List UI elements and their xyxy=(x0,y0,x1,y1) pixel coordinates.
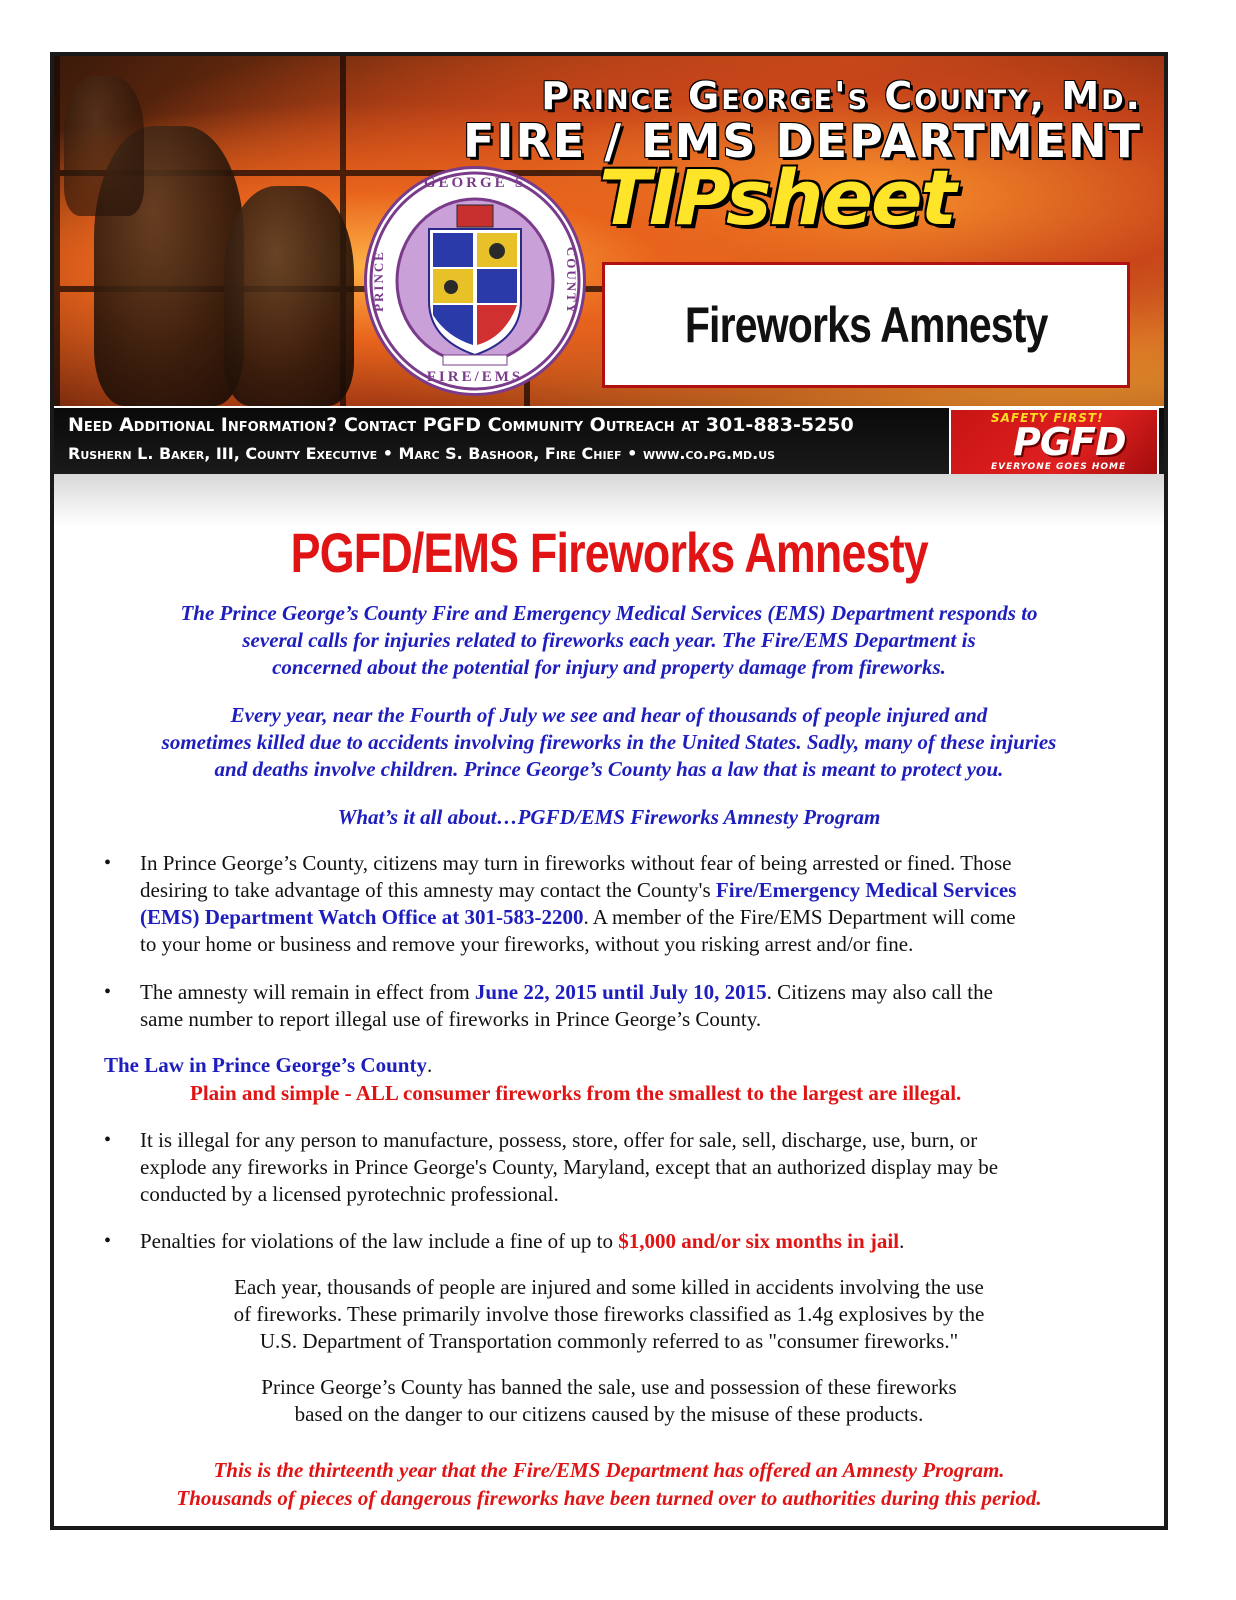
date-highlight: June 22, 2015 until July 10, 2015 xyxy=(474,980,767,1004)
intro-paragraph-1 xyxy=(54,600,1164,681)
header-shadow xyxy=(54,474,1164,526)
bullet3-line: conducted by a licensed pyrotechnic professional. xyxy=(140,1182,559,1206)
law-statement: Plain and simple - ALL consumer fireworks from the smallest to the largest are illegal. xyxy=(190,1081,962,1105)
header-banner xyxy=(54,56,1164,406)
intro2-line: and deaths involve children. Prince George’s County has a law that is meant to protect you. xyxy=(214,757,1004,781)
bullet1-line: In Prince George’s County, citizens may turn in fireworks without fear of being arrested or fined. Those xyxy=(140,851,1012,875)
seal-text-bottom: FIRE/EMS xyxy=(426,369,524,385)
bullet-3 xyxy=(140,1127,1150,1208)
text: . xyxy=(426,1053,433,1077)
bullet3-line: It is illegal for any person to manufacture, possess, store, offer for sale, sell, discharge, use, burn, or xyxy=(140,1128,978,1152)
info-paragraph-1 xyxy=(54,1274,1164,1355)
para1-line: of fireworks. These primarily involve those fireworks classified as 1.4g explosives by the xyxy=(233,1302,985,1326)
intro1-line: The Prince George’s County Fire and Emergency Medical Services (EMS) Department responds to xyxy=(180,601,1038,625)
penalty-highlight: $1,000 and/or six months in jail xyxy=(618,1229,900,1253)
bullet-dot: • xyxy=(104,981,112,1003)
page-title-text: PGFD/EMS Fireworks Amnesty xyxy=(290,521,928,584)
highlight-text: Fire/Emergency Medical Services xyxy=(715,878,1017,902)
bullet1-line: to your home or business and remove your fireworks, without you risking arrest and/or fine. xyxy=(140,932,914,956)
tipsheet-logo: TIPsheet xyxy=(599,153,955,242)
department-title: FIRE / EMS DEPARTMENT xyxy=(462,114,1142,168)
pgfd-logo xyxy=(949,408,1159,478)
intro1-line: several calls for injuries related to fireworks each year. The Fire/EMS Department is xyxy=(242,628,976,652)
firefighter-figure-3 xyxy=(64,76,144,216)
seal-text-left: PRINCE xyxy=(371,250,386,312)
bullet-4 xyxy=(140,1228,1150,1255)
bullet-dot: • xyxy=(104,1230,112,1252)
intro-paragraph-2 xyxy=(54,702,1164,783)
logo-safety-first: SAFETY FIRST! xyxy=(991,411,1104,425)
bullet1-line xyxy=(140,877,1150,904)
bullet2-line: same number to report illegal use of fireworks in Prince George’s County. xyxy=(140,1007,762,1031)
seal-text-top: GEORGE'S xyxy=(423,175,527,191)
document-frame xyxy=(50,52,1168,1530)
para1-line: U.S. Department of Transportation commonly referred to as "consumer fireworks." xyxy=(259,1329,959,1353)
closing-statement xyxy=(54,1456,1164,1512)
program-subheading: What’s it all about…PGFD/EMS Fireworks Amnesty Program xyxy=(337,805,881,829)
info-paragraph-2 xyxy=(54,1374,1164,1428)
officials-line: Rushern L. Baker, III, County Executive • Marc S. Bashoor, Fire Chief • www.co.pg.md.us xyxy=(68,444,776,463)
bullet2-line xyxy=(140,979,1150,1006)
para1-line: Each year, thousands of people are injured and some killed in accidents involving the use xyxy=(234,1275,984,1299)
county-seal xyxy=(364,166,586,396)
text: The amnesty will remain in effect from xyxy=(140,980,475,1004)
para2-line: Prince George’s County has banned the sale, use and possession of these fireworks xyxy=(261,1375,957,1399)
text: . A member of the Fire/EMS Department will come xyxy=(583,905,1016,929)
seal-text-right: COUNTY xyxy=(564,246,579,316)
topic-box xyxy=(602,262,1130,388)
bullet1-line xyxy=(140,904,1150,931)
bullet-dot: • xyxy=(104,852,112,874)
law-heading-text: The Law in Prince George’s County xyxy=(104,1053,427,1077)
intro2-line: Every year, near the Fourth of July we see and hear of thousands of people injured and xyxy=(230,703,988,727)
seal-icon xyxy=(367,169,583,393)
county-title: Prince George's County, Md. xyxy=(541,74,1142,118)
logo-everyone-goes-home: EVERYONE GOES HOME xyxy=(991,462,1127,472)
bullet3-line: explode any fireworks in Prince George's County, Maryland, except that an authorized display may be xyxy=(140,1155,999,1179)
closing-line: This is the thirteenth year that the Fire/EMS Department has offered an Amnesty Program. xyxy=(213,1458,1005,1482)
firefighter-figure-2 xyxy=(224,186,354,406)
page-title xyxy=(54,520,1164,585)
phone-highlight: (EMS) Department Watch Office at 301-583-2200 xyxy=(140,905,584,929)
law-heading xyxy=(104,1052,1144,1079)
text: Penalties for violations of the law include a fine of up to xyxy=(140,1229,619,1253)
text: . xyxy=(899,1229,905,1253)
intro1-line: concerned about the potential for injury and property damage from fireworks. xyxy=(272,655,946,679)
text: desiring to take advantage of this amnesty may contact the County's xyxy=(140,878,716,902)
text: . Citizens may also call the xyxy=(766,980,993,1004)
bullet-2 xyxy=(140,979,1150,1033)
closing-line: Thousands of pieces of dangerous fireworks have been turned over to authorities during this period. xyxy=(176,1486,1042,1510)
logo-pgfd: PGFD xyxy=(1013,420,1126,464)
topic-title: Fireworks Amnesty xyxy=(684,297,1048,353)
para2-line: based on the danger to our citizens caused by the misuse of these products. xyxy=(294,1402,924,1426)
intro2-line: sometimes killed due to accidents involving fireworks in the United States. Sadly, many of these injuries xyxy=(161,730,1057,754)
contact-info-line: Need Additional Information? Contact PGFD Community Outreach at 301-883-5250 xyxy=(68,414,854,436)
bullet-dot: • xyxy=(104,1129,112,1151)
bullet-1 xyxy=(140,850,1150,958)
